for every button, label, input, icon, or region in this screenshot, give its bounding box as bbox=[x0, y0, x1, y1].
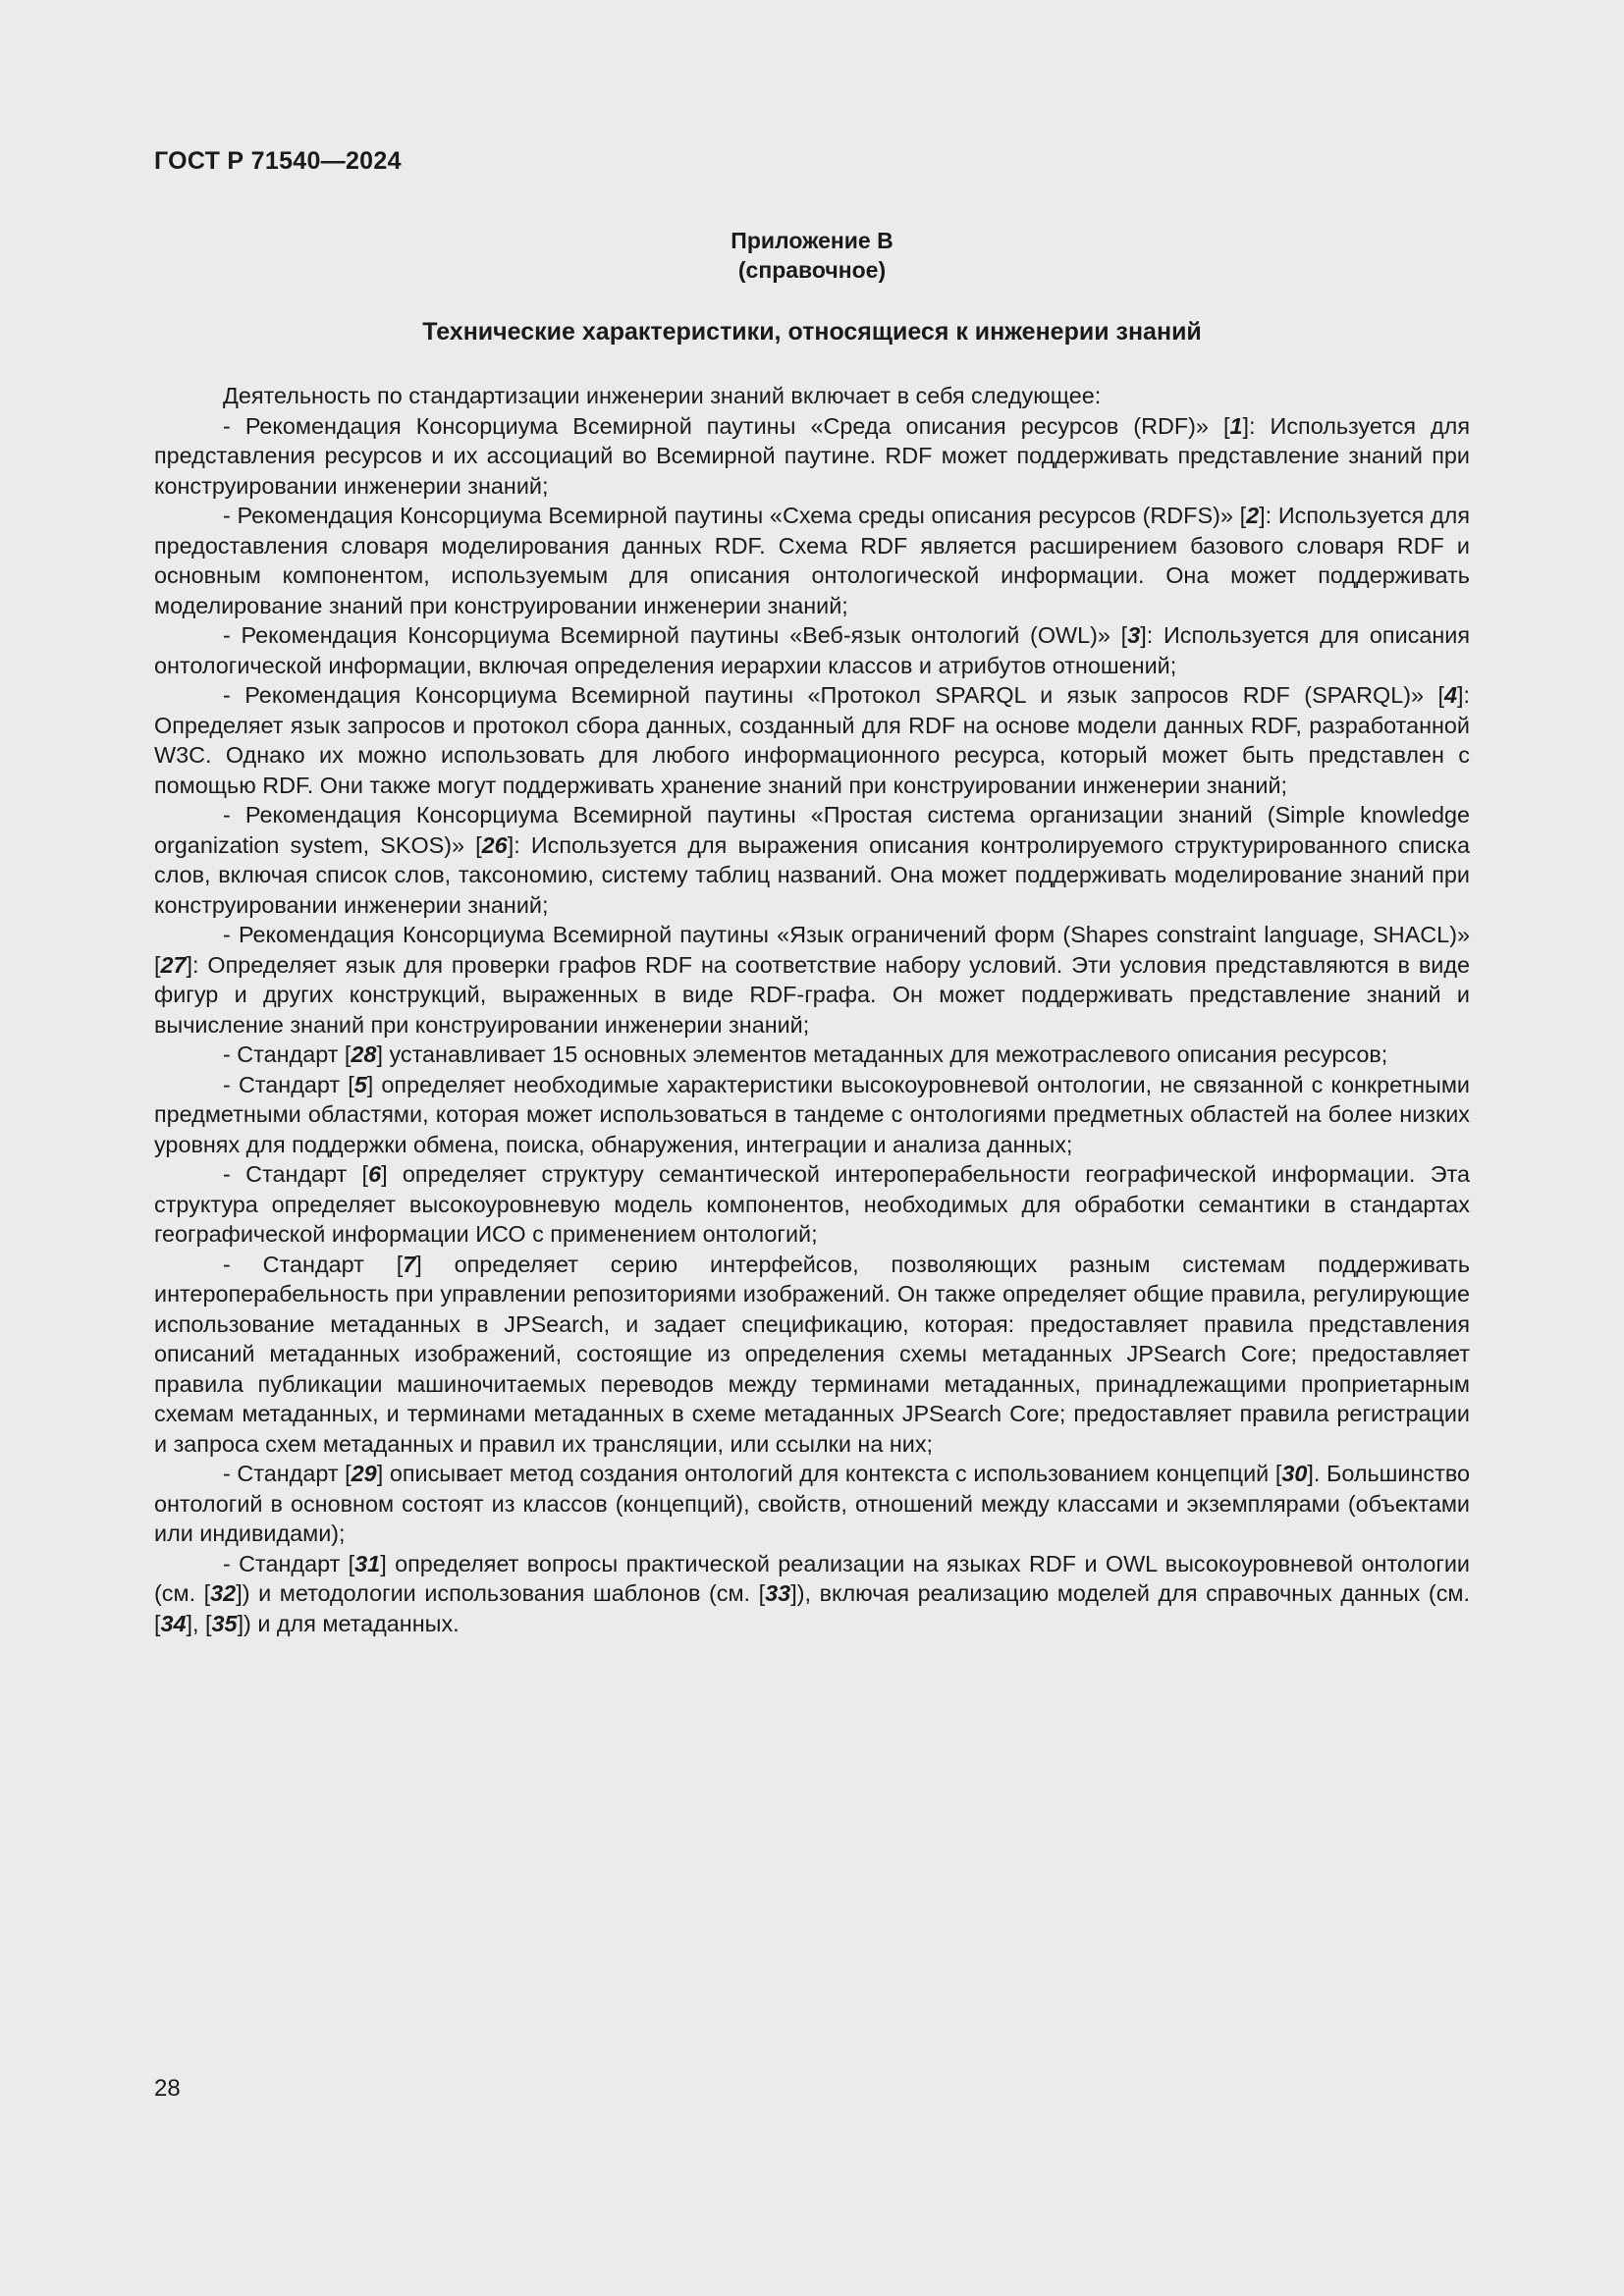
reference-number: 31 bbox=[354, 1550, 381, 1576]
paragraph-text: - Стандарт [ bbox=[223, 1041, 352, 1067]
paragraph-text: - Рекомендация Консорциума Всемирной паутины «Схема среды описания ресурсов (RDFS)» [ bbox=[223, 503, 1247, 528]
paragraph-text: ]: Используется для представления ресурсов и их ассоциаций во Всемирной паутине. RDF может поддерживать представление знаний при конструировании инженерии знаний; bbox=[154, 412, 1470, 499]
paragraph-text: ]: Используется для выражения описания контролируемого структурированного списка слов, включая список слов, таксономию, систему таблиц названий. Она может поддерживать моделирование знаний при конструировании инженерии знаний; bbox=[154, 831, 1470, 918]
paragraph bbox=[154, 680, 1470, 800]
section-title: Технические характеристики, относящиеся к инженерии знаний bbox=[422, 318, 1202, 346]
paragraph-text: ] определяет структуру семантической интероперабельности географической информации. Эта структура определяет высокоуровневую модель компонентов, необходимых для обработки семантики в стандартах географической информации ИСО с применением онтологий; bbox=[154, 1161, 1470, 1247]
paragraph-text: Деятельность по стандартизации инженерии знаний включает в себя следующее: bbox=[223, 383, 1102, 408]
paragraph-text: ]), включая реализацию моделей для справочных данных (см. [ bbox=[154, 1580, 1471, 1636]
paragraph-text: ]: Определяет язык запросов и протокол сбора данных, созданный для RDF на основе модели данных RDF, разработанной W3C. Однако их можно использовать для любого информационного ресурса, который может быть представлен с помощью RDF. Они также могут поддерживать хранение знаний при конструировании инженерии знаний; bbox=[154, 682, 1470, 798]
paragraph bbox=[154, 411, 1470, 502]
reference-number: 5 bbox=[353, 1071, 367, 1097]
body-text bbox=[154, 381, 1470, 1638]
paragraph-text: ]) и для метаданных. bbox=[237, 1610, 460, 1636]
paragraph-text: ] устанавливает 15 основных элементов метаданных для межотраслевого описания ресурсов; bbox=[376, 1041, 1388, 1067]
paragraph bbox=[154, 620, 1470, 680]
paragraph bbox=[154, 920, 1470, 1040]
paragraph-text: ] определяет вопросы практической реализации на языках RDF и OWL высокоуровневой онтологии (см. [ bbox=[154, 1550, 1470, 1606]
reference-number: 4 bbox=[1443, 682, 1457, 708]
page-number: 28 bbox=[154, 2075, 181, 2102]
paragraph-text: - Рекомендация Консорциума Всемирной паутины «Язык ограничений форм (Shapes constraint language, SHACL)» [ bbox=[154, 922, 1470, 978]
paragraph bbox=[154, 1159, 1470, 1250]
paragraph-text: - Рекомендация Консорциума Всемирной паутины «Протокол SPARQL и язык запросов RDF (SPARQL)» [ bbox=[223, 682, 1444, 708]
paragraph-text: ]. Большинство онтологий в основном состоят из классов (концепций), свойств, отношений между классами и экземплярами (объектами или индивидами); bbox=[154, 1461, 1470, 1546]
paragraph-text: - Рекомендация Консорциума Всемирной паутины «Среда описания ресурсов (RDF)» [ bbox=[223, 412, 1230, 439]
appendix-heading bbox=[154, 226, 1470, 285]
paragraph-text: - Стандарт [ bbox=[223, 1550, 355, 1576]
paragraph bbox=[154, 1250, 1470, 1460]
paragraph bbox=[154, 381, 1470, 411]
reference-number: 3 bbox=[1127, 622, 1141, 648]
reference-number: 1 bbox=[1229, 412, 1243, 439]
paragraph-text: ] описывает метод создания онтологий для контекста с использованием концепций [ bbox=[376, 1461, 1282, 1486]
paragraph bbox=[154, 800, 1470, 920]
appendix-subtitle: (справочное) bbox=[737, 257, 887, 283]
paragraph-text: ], [ bbox=[186, 1610, 212, 1636]
paragraph-text: ]) и методологии использования шаблонов (см. [ bbox=[236, 1580, 766, 1606]
paragraph-text: ] определяет необходимые характеристики высокоуровневой онтологии, не связанной с конкретными предметными областями, которая может использоваться в тандеме с онтологиями предметных областей на более низких уровнях для поддержки обмена, поиска, обнаружения, интеграции и анализа данных; bbox=[154, 1071, 1470, 1157]
reference-number: 28 bbox=[351, 1041, 377, 1067]
paragraph-text: - Рекомендация Консорциума Всемирной паутины «Веб-язык онтологий (OWL)» [ bbox=[223, 622, 1128, 648]
paragraph bbox=[154, 1459, 1470, 1549]
paragraph-text: ]: Определяет язык для проверки графов RDF на соответствие набору условий. Эти условия представляются в виде фигур и других конструкций, выраженных в виде RDF-графа. Он может поддерживать представление знаний и вычисление знаний при конструировании инженерии знаний; bbox=[154, 951, 1470, 1038]
paragraph-text: ] определяет серию интерфейсов, позволяющих разным системам поддерживать интероперабельность при управлении репозиториями изображений. Он также определяет общие правила, регулирующие использование метаданных в JPSearch, и задает спецификацию, которая: предоставляет правила представления описаний метаданных изображений, состоящие из определения схемы метаданных JPSearch Core; предоставляет правила публикации машиночитаемых переводов между терминами метаданных, принадлежащими проприетарным схемам метаданных, и терминами метаданных в схеме метаданных JPSearch Core; предоставляет правила регистрации и запроса схем метаданных и правил их трансляции, или ссылки на них; bbox=[154, 1251, 1470, 1457]
reference-number: 33 bbox=[765, 1580, 791, 1606]
reference-number: 2 bbox=[1246, 503, 1260, 528]
reference-number: 6 bbox=[368, 1161, 382, 1187]
reference-number: 29 bbox=[351, 1461, 377, 1486]
reference-number: 30 bbox=[1281, 1461, 1308, 1486]
reference-number: 32 bbox=[210, 1580, 237, 1606]
reference-number: 26 bbox=[481, 831, 508, 858]
paragraph-text: - Стандарт [ bbox=[223, 1461, 352, 1486]
reference-number: 7 bbox=[403, 1251, 416, 1277]
appendix-title: Приложение В bbox=[731, 228, 893, 253]
reference-number: 27 bbox=[160, 951, 187, 978]
paragraph bbox=[154, 1040, 1470, 1070]
paragraph bbox=[154, 1070, 1470, 1160]
paragraph-text: - Стандарт [ bbox=[223, 1251, 404, 1277]
paragraph-text: ]: Используется для предоставления словаря моделирования данных RDF. Схема RDF является расширением базового словаря RDF и основным компонентом, используемым для описания онтологической информации. Она может поддерживать моделирование знаний при конструировании инженерии знаний; bbox=[154, 503, 1470, 618]
paragraph bbox=[154, 501, 1470, 620]
paragraph-text: ]: Используется для описания онтологической информации, включая определения иерархии классов и атрибутов отношений; bbox=[154, 622, 1470, 678]
reference-number: 34 bbox=[160, 1610, 187, 1636]
paragraph bbox=[154, 1549, 1470, 1639]
paragraph-text: - Стандарт [ bbox=[223, 1071, 354, 1097]
paragraph-text: - Стандарт [ bbox=[223, 1161, 369, 1187]
standard-code-header: ГОСТ Р 71540—2024 bbox=[154, 147, 402, 175]
reference-number: 35 bbox=[211, 1610, 238, 1636]
paragraph-text: - Рекомендация Консорциума Всемирной паутины «Простая система организации знаний (Simple knowledge organization system, SKOS)» [ bbox=[154, 802, 1470, 858]
